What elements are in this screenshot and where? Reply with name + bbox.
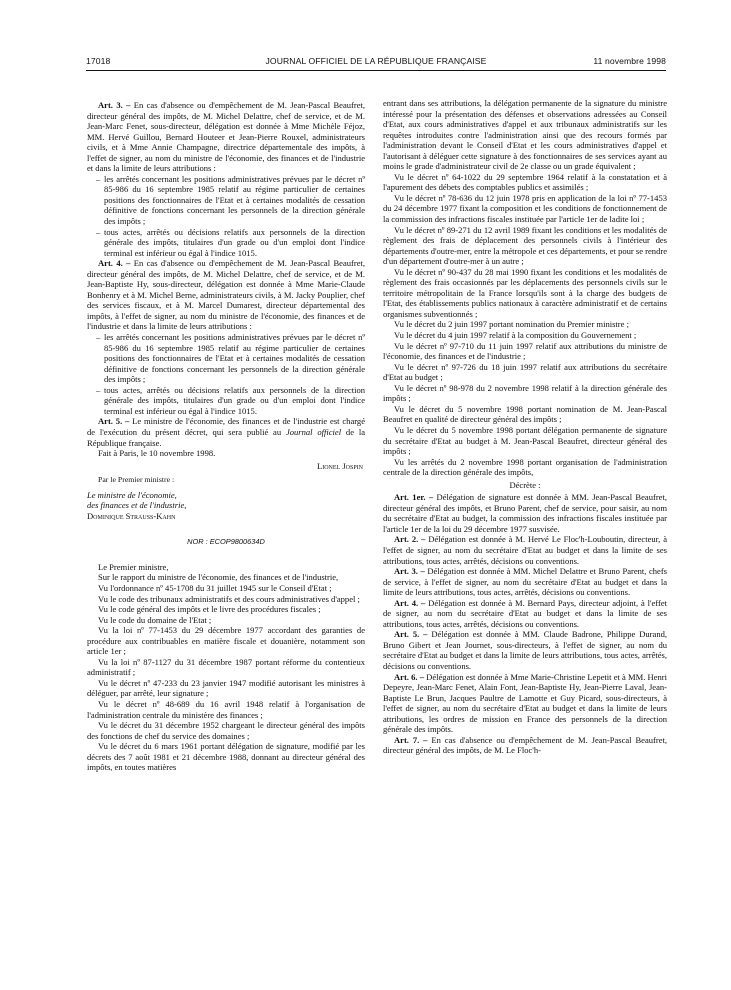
- article-5: [87, 416, 365, 448]
- article-text: En cas d'absence ou d'empêchement de M. Jean-Pascal Beaufret, directeur général des impôts, de M. Michel Delattre, chef de service, et de M. Jean-Marc Fenet, sous-directeur, délégation est donnée à Mme Michèle Féjoz, MM. Hervé Guillou, Bernard Houteer et Jean-Pierre Rouxel, administrateurs civils, et à Mme Annie Champagne, directrice départementale des impôts, à l'effet de signer, au nom du ministre de l'économie, des finances et de l'industrie et dans la limite de leurs attributions :: [87, 100, 366, 174]
- article-text: Délégation est donnée à MM. Claude Badrone, Philippe Durand, Bruno Gibert et Jean Journet, sous-directeurs, à l'effet de signer, au nom du secrétaire d'Etat au budget et dans la limite de leurs attributions, tous actes, arrêtés, décisions ou conventions.: [383, 629, 667, 671]
- continuation-paragraph: entrant dans ses attributions, la délégation permanente de la signature du ministre intéressé pour la présentation des défenses et observations adressées au Conseil d'Etat, aux cours administratives d'appel et aux tribunaux administratifs sur les requêtes introduites contre l'administration ainsi que des recours formés par l'administration devant le Conseil d'Etat et les cours administratives d'appel et l'autorisant à déléguer cette signature à des fonctionnaires de ses services ayant au moins le grade d'administrateur civil de 2e classe ou un grade équivalent ;: [383, 98, 667, 172]
- article-label: Art. 4. –: [98, 258, 131, 269]
- issue-date: 11 novembre 1998: [593, 56, 666, 66]
- preamble-paragraph: Vu le code général des impôts et le livre des procédures fiscales ;: [98, 604, 321, 615]
- article-label: Art. 3. –: [394, 566, 425, 577]
- article-text: Le ministre de l'économie, des finances et de l'industrie est chargé de l'exécution du présent décret, qui sera publié au: [87, 416, 366, 437]
- preamble-paragraph: Vu le décret du 6 mars 1961 portant délégation de signature, modifié par les décrets des 7 août 1981 et 21 décembre 1988, donnant au directeur général des impôts, en toutes matières: [87, 741, 365, 773]
- article-text: de la République française.: [87, 426, 365, 448]
- page-header: [86, 56, 666, 70]
- right-column: [383, 98, 667, 756]
- visa-paragraph: Vu le décret nº 90-437 du 28 mai 1990 fixant les conditions et les modalités de règlement des frais occasionnés par les déplacements des personnels civils sur le territoire métropolitain de la France lorsqu'ils sont à la charge des budgets de l'Etat, des établissements publics nationaux à caractère administratif et de certains organismes subventionnés ;: [383, 266, 667, 319]
- visa-paragraph: Vu les arrêtés du 2 novembre 1998 portant organisation de l'administration centrale de la direction générale des impôts,: [383, 456, 667, 478]
- article-paragraph: [383, 534, 667, 566]
- article-label: Art. 5. –: [98, 416, 130, 427]
- visa-paragraph: Vu le décret nº 64-1022 du 29 septembre 1964 relatif à la constatation et à l'apurement des débets des comptables publics et assimilés ;: [383, 171, 667, 193]
- list-item-text: tous actes, arrêtés ou décisions relatifs aux personnels de la direction générale des impôts, titulaires d'un grade ou d'un emploi dont l'indice terminal est inférieur ou égal à l'indice 1015.: [104, 226, 365, 258]
- preamble-paragraph: Vu l'ordonnance nº 45-1708 du 31 juillet 1945 sur le Conseil d'Etat ;: [98, 582, 332, 593]
- article-label: Art. 2. –: [394, 534, 426, 545]
- nor-reference: NOR : ECOP9800634D: [187, 537, 265, 547]
- countersign-intro: Par le Premier ministre :: [98, 475, 175, 485]
- article-paragraph: [383, 492, 667, 534]
- decrete-heading: Décrète :: [509, 479, 541, 490]
- left-column: [87, 100, 365, 773]
- preamble-paragraph: Le Premier ministre,: [98, 561, 169, 572]
- article-label: Art. 6. –: [394, 671, 424, 682]
- article-3: [87, 100, 365, 174]
- article-label: Art. 3. –: [98, 100, 131, 110]
- article-text: Délégation est donnée à MM. Michel Delattre et Bruno Parent, chefs de service, à l'effet de signer, au nom du secrétaire d'Etat au budget et dans la limite de leurs attributions, tous actes, arrêtés, décisions ou conventions.: [383, 566, 668, 598]
- minister-signature: Dominique Strauss-Kahn: [87, 510, 176, 521]
- visa-paragraph: Vu le décret du 5 novembre 1998 portant nomination de M. Jean-Pascal Beaufret en qualité de directeur général des impôts ;: [383, 403, 667, 425]
- article-paragraph: [383, 566, 667, 598]
- article-paragraph: [383, 735, 667, 756]
- minister-title-line-1: Le ministre de l'économie,: [87, 489, 177, 500]
- article-3-list: [87, 174, 365, 258]
- list-item: – tous actes, arrêtés ou décisions relatifs aux personnels de la direction générale des impôts, titulaires d'un grade ou d'un emploi dont l'indice terminal est inférieur ou égal à l'indice 1015.: [96, 384, 365, 416]
- page-number: 17018: [86, 56, 111, 66]
- preamble-paragraph: Vu le décret nº 48-689 du 16 avril 1948 relatif à l'organisation de l'administration centrale du ministère des finances ;: [87, 698, 365, 720]
- visa-paragraph: Vu le décret nº 89-271 du 12 avril 1989 fixant les conditions et les modalités de règlement des frais de déplacement des personnels civils à l'intérieur des départements d'outre-mer, entre la métropole et ces départements, et pour se rendre d'un département d'outre-mer à un autre ;: [383, 224, 667, 267]
- preamble-paragraph: Sur le rapport du ministre de l'économie, des finances et de l'industrie,: [98, 572, 339, 583]
- article-4-list: [87, 332, 365, 416]
- list-item: – les arrêtés concernant les positions administratives prévues par le décret nº 85-986 du 16 septembre 1985 relatif au régime particulier de certaines positions des fonctionnaires de l'Etat et à certaines modalités de cessation définitive de fonctions concernant les personnels de la direction générale des impôts ;: [96, 173, 365, 227]
- signing-place-date: Fait à Paris, le 10 novembre 1998.: [98, 448, 216, 459]
- preamble-paragraph: Vu la loi nº 77-1453 du 29 décembre 1977 accordant des garanties de procédure aux contribuables en matière fiscale et douanière, notamment son article 1er ;: [87, 625, 365, 657]
- article-paragraph: [383, 629, 667, 671]
- list-item-text: les arrêtés concernant les positions administratives prévues par le décret nº 85-986 du 16 septembre 1985 relatif au régime particulier de certaines positions des fonctionnaires de l'Etat et à certaines modalités de cessation définitive de fonctions concernant les personnels de la direction générale des impôts ;: [104, 332, 365, 385]
- list-item: – les arrêtés concernant les positions administratives prévues par le décret nº 85-986 du 16 septembre 1985 relatif au régime particulier de certaines positions des fonctionnaires de l'Etat et à certaines modalités de cessation définitive de fonctions concernant les personnels de la direction générale des impôts ;: [96, 332, 365, 385]
- list-item-text: les arrêtés concernant les positions administratives prévues par le décret nº 85-986 du 16 septembre 1985 relatif au régime particulier de certaines positions des fonctionnaires de l'Etat et à certaines modalités de cessation définitive de fonctions concernant les personnels de la direction générale des impôts ;: [104, 173, 365, 227]
- visa-paragraph: Vu le décret du 2 juin 1997 portant nomination du Premier ministre ;: [394, 319, 629, 330]
- article-4: [87, 258, 365, 332]
- article-list: [383, 492, 667, 756]
- article-text: En cas d'absence ou d'empêchement de M. Jean-Pascal Beaufret, directeur général des impôts, de M. Michel Delattre, chef de service, et de M. Jean-Baptiste Hy, sous-directeur, délégation est donnée à Mme Marie-Claude Bonhenry et à M. Michel Berne, administrateurs civils, à M. Jacky Pouplier, chef des services fiscaux, et à M. Marcel Dumarest, directeur départemental des impôts, à l'effet de signer, au nom du ministre de l'économie, des finances et de l'industrie et dans la limite de leurs attributions :: [87, 258, 366, 332]
- visa-paragraph: Vu le décret nº 97-710 du 11 juin 1997 relatif aux attributions du ministre de l'économie, des finances et de l'industrie ;: [383, 340, 667, 362]
- article-label: Art. 1er. –: [394, 492, 434, 503]
- visa-list: [383, 172, 667, 478]
- preamble-paragraph: Vu la loi nº 87-1127 du 31 décembre 1987 portant réforme du contentieux administratif ;: [87, 656, 365, 678]
- visa-paragraph: Vu le décret nº 78-636 du 12 juin 1978 pris en application de la loi nº 77-1453 du 24 décembre 1977 fixant la composition et les conditions de fonctionnement de la commission des infractions fiscales instituée par l'article 1er de ladite loi ;: [383, 192, 667, 225]
- journal-reference: Journal officiel: [285, 426, 342, 437]
- journal-title: JOURNAL OFFICIEL DE LA RÉPUBLIQUE FRANÇAISE: [265, 56, 487, 66]
- visa-paragraph: Vu le décret du 5 novembre 1998 portant délégation permanente de signature du secrétaire d'Etat au budget à M. Jean-Pascal Beaufret, directeur général des impôts ;: [383, 424, 667, 457]
- list-item-text: tous actes, arrêtés ou décisions relatifs aux personnels de la direction générale des impôts, titulaires d'un grade ou d'un emploi dont l'indice terminal est inférieur ou égal à l'indice 1015.: [104, 384, 365, 416]
- article-text: Délégation est donnée à M. Bernard Pays, directeur adjoint, à l'effet de signer, au nom du secrétaire d'Etat au budget et dans la limite de ses attributions, tous actes, arrêtés, décisions ou conventions.: [383, 597, 668, 629]
- preamble-paragraph: Vu le code du domaine de l'Etat ;: [98, 614, 212, 625]
- article-text: En cas d'absence ou d'empêchement de M. Jean-Pascal Beaufret, directeur général des impôts, de M. Le Floc'h-: [383, 734, 668, 756]
- minister-title-line-2: des finances et de l'industrie,: [87, 500, 187, 511]
- preamble-paragraph: Vu le code des tribunaux administratifs et des cours administratives d'appel ;: [98, 593, 360, 604]
- preamble-paragraph: Vu le décret du 31 décembre 1952 chargeant le directeur général des impôts des fonctions de chef du service des domaines ;: [87, 720, 365, 741]
- article-paragraph: [383, 672, 667, 735]
- article-text: Délégation est donnée à Mme Marie-Christine Lepetit et à MM. Henri Depeyre, Jean-Marc Fenet, Alain Font, Jean-Baptiste Hy, Jean-Pierre Laval, Jean-Baptiste Le Brun, Jacques Paultre de Lamotte et Guy Picard, sous-directeurs, à l'effet de signer, au nom du secrétaire d'Etat au budget et dans la limite de leurs attributions, les ordres de mission en France des personnels de la direction générale des impôts.: [383, 671, 668, 735]
- decree-preamble: [87, 562, 365, 773]
- preamble-paragraph: Vu le décret nº 47-233 du 23 janvier 1947 modifié autorisant les ministres à déléguer, par arrêté, leur signature ;: [87, 677, 365, 699]
- visa-paragraph: Vu le décret nº 98-978 du 2 novembre 1998 relatif à la direction générale des impôts ;: [383, 382, 667, 404]
- header-rule: [86, 70, 666, 71]
- prime-minister-signature: Lionel Jospin: [316, 460, 363, 471]
- article-paragraph: [383, 598, 667, 630]
- article-label: Art. 4. –: [394, 597, 426, 608]
- visa-paragraph: Vu le décret nº 97-726 du 18 juin 1997 relatif aux attributions du secrétaire d'Etat au budget ;: [383, 361, 667, 383]
- article-text: Délégation de signature est donnée à MM. Jean-Pascal Beaufret, directeur général des impôts, et Bruno Parent, chef de service, pour saisir, au nom du secrétaire d'Etat au budget, la commission des infractions fiscales instituée par l'article 1er de la loi du 29 décembre 1977 susvisée.: [383, 492, 667, 534]
- article-label: Art. 7. –: [394, 734, 428, 745]
- article-text: Délégation est donnée à M. Hervé Le Floc'h-Louboutin, directeur, à l'effet de signer, au nom du secrétaire d'Etat au budget et dans la limite de ses attributions, tous actes, arrêtés, décisions ou conventions.: [383, 534, 667, 566]
- visa-paragraph: Vu le décret du 4 juin 1997 relatif à la composition du Gouvernement ;: [394, 330, 637, 341]
- list-item: – tous actes, arrêtés ou décisions relatifs aux personnels de la direction générale des impôts, titulaires d'un grade ou d'un emploi dont l'indice terminal est inférieur ou égal à l'indice 1015.: [96, 226, 365, 258]
- article-label: Art. 5. –: [394, 629, 428, 640]
